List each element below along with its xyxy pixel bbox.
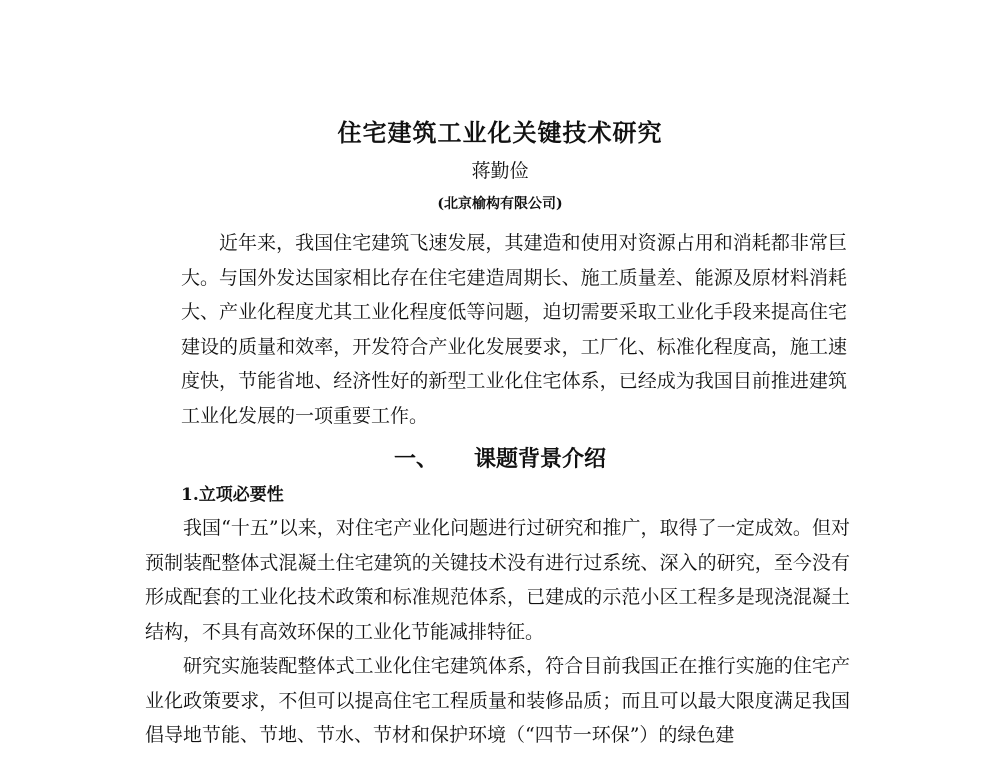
section-number: 一、	[393, 446, 438, 472]
abstract-paragraph: 近年来，我国住宅建筑飞速发展，其建造和使用对资源占用和消耗都非常巨大。与国外发达国家相比存在住宅建造周期长、施工质量差、能源及原材料消耗大、产业化程度尤其工业化程度低等问题，迫切需要采取工业化手段来提高住宅建设的质量和效率，开发符合产业化发展要求，工厂化、标准化程度高，施工速度快，节能省地、经济性好的新型工业化住宅体系，已经成为我国目前推进建筑工业化发展的一项重要工作。	[181, 232, 847, 427]
subsection-heading: 1.立项必要性	[181, 485, 284, 505]
author-name: 蒋勤俭	[471, 160, 529, 182]
document-title: 住宅建筑工业化关键技术研究	[337, 119, 663, 147]
body-paragraph: 我国“十五”以来，对住宅产业化问题进行过研究和推广，取得了一定成效。但对预制装配整体式混凝土住宅建筑的关键技术没有进行过系统、深入的研究，至今没有形成配套的工业化技术政策和标准规范体系，已建成的示范小区工程多是现浇混凝土结构，不具有高效环保的工业化节能减排特征。	[145, 517, 850, 643]
author-affiliation: (北京榆构有限公司)	[437, 196, 563, 212]
section-heading	[0, 443, 1000, 475]
body-paragraph: 研究实施装配整体式工业化住宅建筑体系，符合目前我国正在推行实施的住宅产业化政策要求，不但可以提高住宅工程质量和装修品质；而且可以最大限度满足我国倡导地节能、节地、节水、节材和保护环境（“四节一环保”）的绿色建	[145, 655, 850, 746]
section-title: 课题背景介绍	[474, 446, 607, 472]
